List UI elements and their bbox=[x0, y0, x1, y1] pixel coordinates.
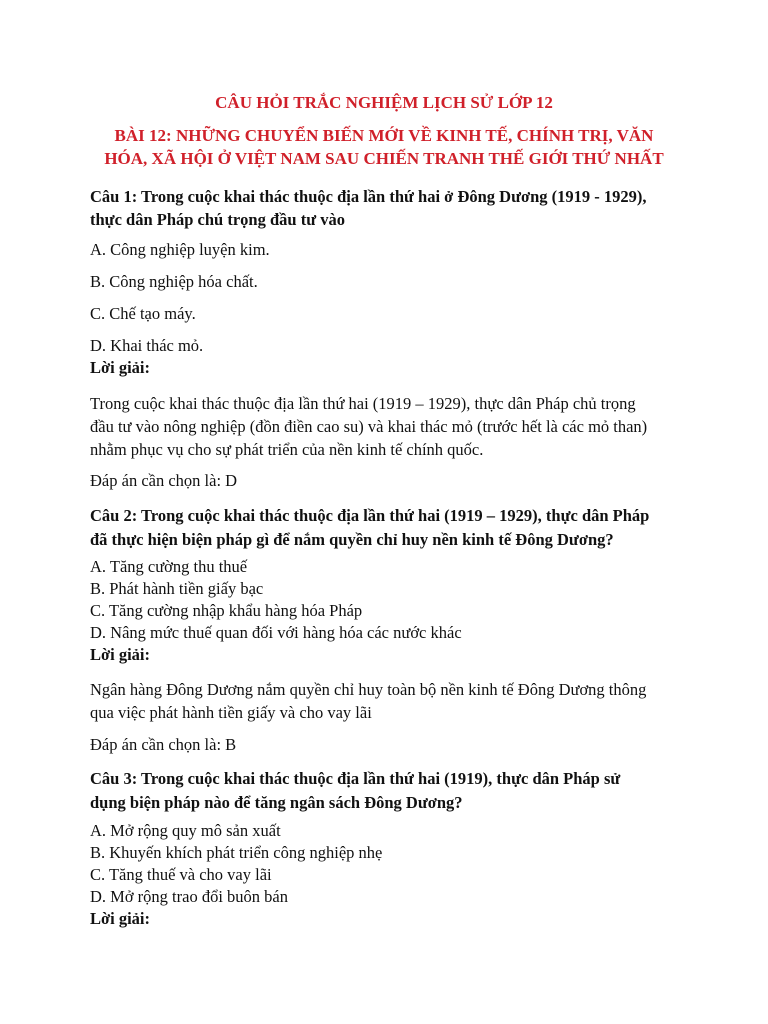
lesson-title-line-1: BÀI 12: NHỮNG CHUYỂN BIẾN MỚI VỀ KINH TẾ, CHÍNH TRỊ, VĂN bbox=[114, 126, 654, 145]
lesson-title-line-2: HÓA, XÃ HỘI Ở VIỆT NAM SAU CHIẾN TRANH THẾ GIỚI THỨ NHẤT bbox=[104, 149, 664, 168]
question-1-option-b: B. Công nghiệp hóa chất. bbox=[90, 272, 258, 291]
question-3-option-c: C. Tăng thuế và cho vay lãi bbox=[90, 865, 272, 884]
question-1-option-d: D. Khai thác mỏ. bbox=[90, 336, 204, 355]
question-2-solution-label: Lời giải: bbox=[90, 645, 151, 664]
question-3-option-d: D. Mở rộng trao đổi buôn bán bbox=[90, 887, 288, 906]
question-2-solution-line-2: qua việc phát hành tiền giấy và cho vay lãi bbox=[90, 703, 372, 722]
question-2-option-a: A. Tăng cường thu thuế bbox=[90, 557, 248, 576]
question-2-option-b: B. Phát hành tiền giấy bạc bbox=[90, 579, 264, 598]
document-title: CÂU HỎI TRẮC NGHIỆM LỊCH SỬ LỚP 12 bbox=[215, 93, 553, 112]
question-3-text-line-1: Câu 3: Trong cuộc khai thác thuộc địa lần thứ hai (1919), thực dân Pháp sử bbox=[90, 769, 621, 788]
question-1-solution-label: Lời giải: bbox=[90, 358, 151, 377]
question-3-option-b: B. Khuyến khích phát triển công nghiệp nhẹ bbox=[90, 843, 383, 862]
question-2-answer: Đáp án cần chọn là: B bbox=[90, 735, 237, 754]
question-1-option-c: C. Chế tạo máy. bbox=[90, 304, 196, 323]
question-2-solution-line-1: Ngân hàng Đông Dương nắm quyền chỉ huy toàn bộ nền kinh tế Đông Dương thông bbox=[90, 680, 647, 699]
question-1-text-line-1: Câu 1: Trong cuộc khai thác thuộc địa lần thứ hai ở Đông Dương (1919 - 1929), bbox=[90, 187, 647, 206]
question-3-text-line-2: dụng biện pháp nào để tăng ngân sách Đông Dương? bbox=[90, 793, 463, 812]
question-3-solution-label: Lời giải: bbox=[90, 909, 151, 928]
question-2-text-line-2: đã thực hiện biện pháp gì để nắm quyền chỉ huy nền kinh tế Đông Dương? bbox=[90, 530, 614, 549]
question-1-text-line-2: thực dân Pháp chú trọng đầu tư vào bbox=[90, 210, 345, 229]
question-2-option-d: D. Nâng mức thuế quan đối với hàng hóa các nước khác bbox=[90, 623, 462, 642]
question-1-solution-line-2: đầu tư vào nông nghiệp (đồn điền cao su) và khai thác mỏ (trước hết là các mỏ than) bbox=[90, 417, 648, 436]
question-1-option-a: A. Công nghiệp luyện kim. bbox=[90, 240, 270, 259]
question-1-solution-line-3: nhằm phục vụ cho sự phát triển của nền kinh tế chính quốc. bbox=[90, 440, 484, 459]
question-2-option-c: C. Tăng cường nhập khẩu hàng hóa Pháp bbox=[90, 601, 363, 620]
question-1-solution-line-1: Trong cuộc khai thác thuộc địa lần thứ hai (1919 – 1929), thực dân Pháp chủ trọng bbox=[90, 394, 636, 413]
question-1-answer: Đáp án cần chọn là: D bbox=[90, 471, 238, 490]
question-2-text-line-1: Câu 2: Trong cuộc khai thác thuộc địa lần thứ hai (1919 – 1929), thực dân Pháp bbox=[90, 506, 650, 525]
question-3-option-a: A. Mở rộng quy mô sản xuất bbox=[90, 821, 281, 840]
